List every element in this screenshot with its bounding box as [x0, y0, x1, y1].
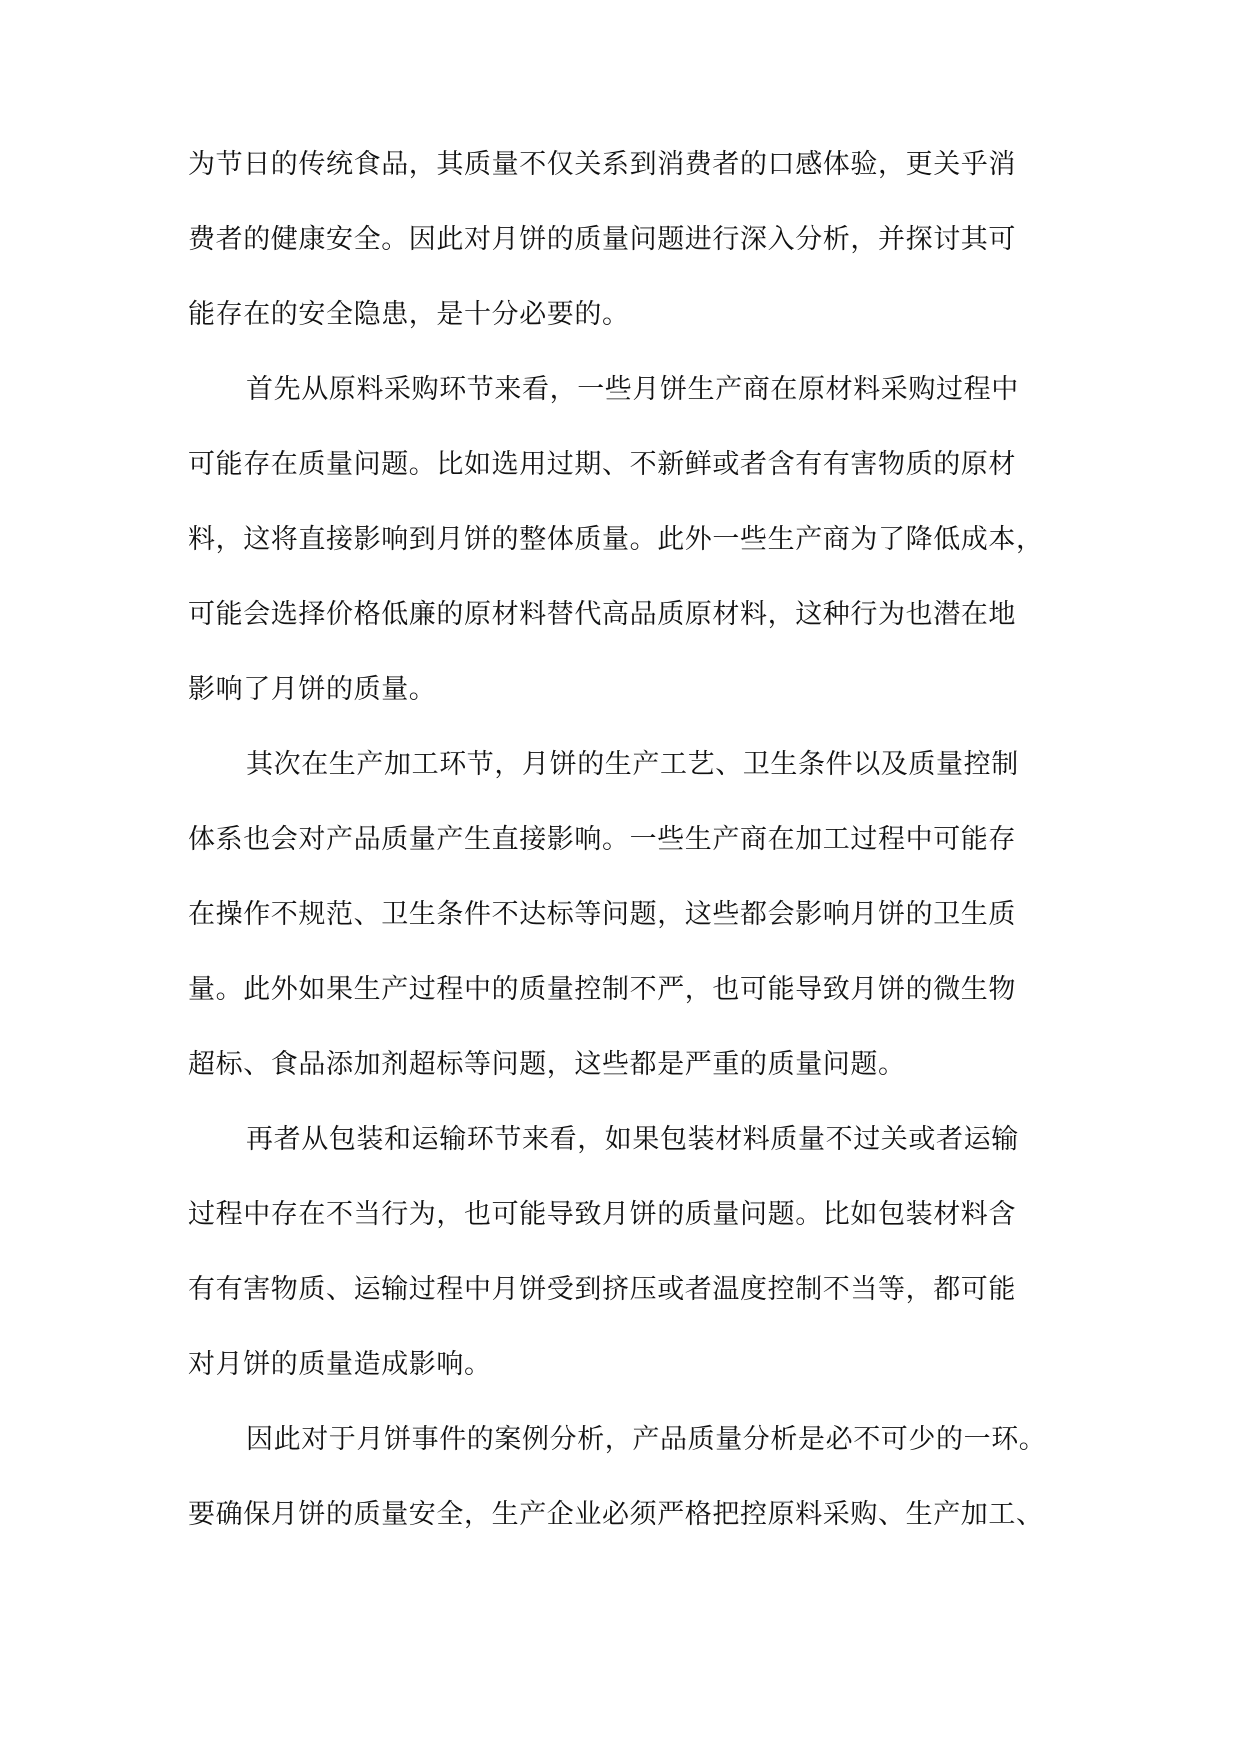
- text-line: 在操作不规范、卫生条件不达标等问题，这些都会影响月饼的卫生质: [188, 899, 1016, 930]
- text-line: 要确保月饼的质量安全，生产企业必须严格把控原料采购、生产加工、: [188, 1499, 1044, 1530]
- text-line: 对月饼的质量造成影响。: [188, 1349, 492, 1380]
- paragraph-first-line: 因此对于月饼事件的案例分析，产品质量分析是必不可少的一环。: [246, 1424, 1047, 1455]
- text-line: 量。此外如果生产过程中的质量控制不严，也可能导致月饼的微生物: [188, 974, 1016, 1005]
- paragraph-first-line: 再者从包装和运输环节来看，如果包装材料质量不过关或者运输: [246, 1124, 1019, 1155]
- text-line: 影响了月饼的质量。: [188, 674, 437, 705]
- text-line: 超标、食品添加剂超标等问题，这些都是严重的质量问题。: [188, 1049, 906, 1080]
- text-line: 费者的健康安全。因此对月饼的质量问题进行深入分析，并探讨其可: [188, 224, 1016, 255]
- text-line: 可能存在质量问题。比如选用过期、不新鲜或者含有有害物质的原材: [188, 449, 1016, 480]
- paragraph-first-line: 首先从原料采购环节来看，一些月饼生产商在原材料采购过程中: [246, 374, 1019, 405]
- text-line: 为节日的传统食品，其质量不仅关系到消费者的口感体验，更关乎消: [188, 149, 1016, 180]
- text-line: 体系也会对产品质量产生直接影响。一些生产商在加工过程中可能存: [188, 824, 1016, 855]
- document-body: [188, 142, 1058, 1567]
- text-line: 能存在的安全隐患，是十分必要的。: [188, 299, 630, 330]
- text-line: 过程中存在不当行为，也可能导致月饼的质量问题。比如包装材料含: [188, 1199, 1016, 1230]
- paragraph-first-line: 其次在生产加工环节，月饼的生产工艺、卫生条件以及质量控制: [246, 749, 1019, 780]
- text-line: 料，这将直接影响到月饼的整体质量。此外一些生产商为了降低成本，: [188, 524, 1044, 555]
- text-line: 可能会选择价格低廉的原材料替代高品质原材料，这种行为也潜在地: [188, 599, 1016, 630]
- text-line: 有有害物质、运输过程中月饼受到挤压或者温度控制不当等，都可能: [188, 1274, 1016, 1305]
